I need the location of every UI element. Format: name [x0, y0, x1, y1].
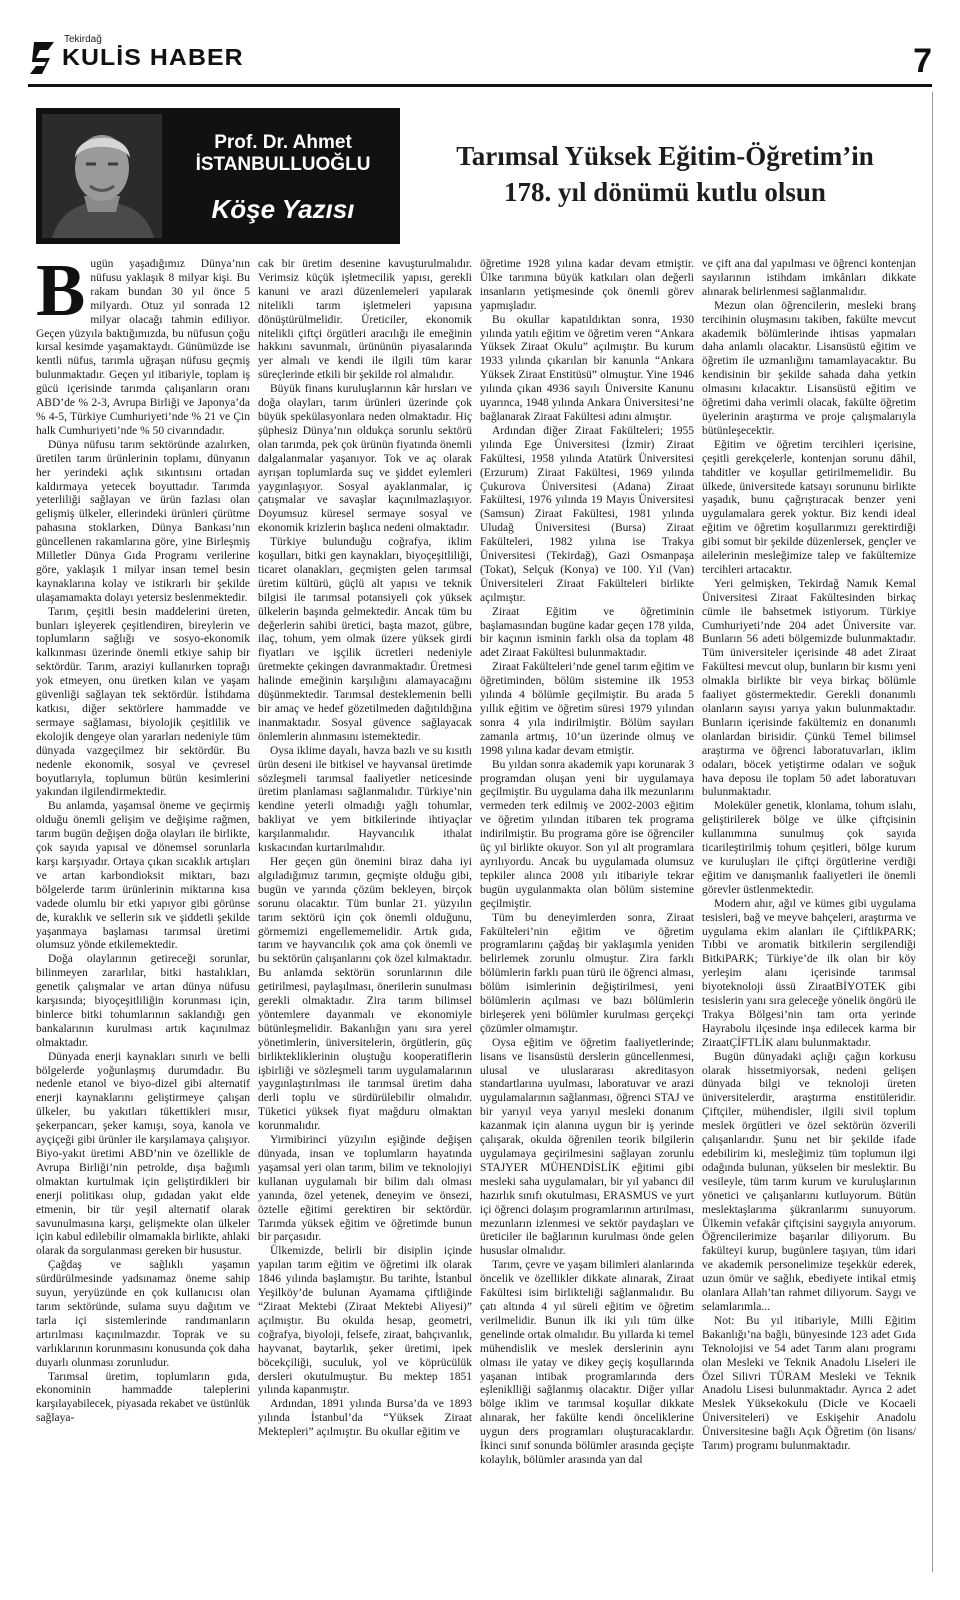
paragraph: Dünyada enerji kaynakları sınırlı ve belli bölgelerde yoğunlaşmış durumdadır. Bu nedenle etanol ve biyo-dizel gibi alternatif enerji kaynaklarını geliştirmeye çalışan ülkeler, bu yakıtları tükettikleri mısır, şekerpancarı, şeker kamışı, soya, kanola ve ayçiçeği gibi ürünler ile karşılamaya çalışıyor. Biyo-yakıt üretimi ABD’nin ve özellikle de Avrupa Birliği’nin petrolde, dışa bağımlı olmaktan kurtulmak için geliştirdikleri bir enerji politikası olup, gıdadan yakıt elde etmenin, bir tür yeşil alternatif olarak savunulmasına karşı, gelişmekte olan ülkeler için kabul edilebilir olmamakla birlikte, ahlaki olarak da sorgulanması gereken bir husustur.	[36, 1050, 250, 1258]
article-column-2	[258, 258, 472, 1558]
paragraph: Yeri gelmişken, Tekirdağ Namık Kemal Üniversitesi Ziraat Fakültesinden birkaç cümle ile bahsetmek istiyorum. Türkiye Cumhuriyeti’nde 204 adet Üniversite var. Bunların 56 adeti bölgemizde bulunmaktadır. Tüm üniversiteler içerisinde 48 adet Ziraat Fakültesi mevcut olup, bunların bir kısmı yeni olmakla birlikte bir veya birkaç bölümle faaliyet göstermektedir. Gerekli donanımlı olanların sayısı yarıya yakın bulunmaktadır. Bunların içerisinde fakültemiz en donanımlı olanlardan birisidir. Çünkü Temel bilimsel araştırma ve öğrenci laboratuvarları, iklim odaları, böcek yetiştirme odaları ve soğuk hava deposu ile toplam 50 adet laboratuvarı bulunmaktadır.	[702, 577, 916, 799]
paragraph: Modern ahır, ağıl ve kümes gibi uygulama tesisleri, bağ ve meyve bahçeleri, araştırma ve uygulama ekim alanları ile ÇiftlikPARK; Tıbbi ve aromatik bitkilerin sergilendiği BitkiPARK; Türkiye’de ilk olan bir köy yerleşim alanı içerisinde tarımsal biyoteknoloji üssü ZiraatBİYOTEK gibi tesislerin yanı sıra geleceğe yönelik öngörü ile Trakya Bölgesi’nin tam orta yerinde Hayrabolu ilçesinde inşa edilecek karma bir ZiraatÇİFTLİK alanı bulunmaktadır.	[702, 897, 916, 1049]
frame-rule	[932, 92, 933, 1572]
paragraph: Oysa eğitim ve öğretim faaliyetlerinde; lisans ve lisansüstü derslerin güncellenmesi, ulusal ve uluslararası akreditasyon standartlarına uyulması, laboratuvar ve arazi uygulamalarının sağlanması, öğrenci STAJ ve bir yarıyıl veya yarıyıl mesleki donanım kazanmak için alanına uygun bir iş yerinde çalışarak, okulda öğrenilen teorik bilgilerin uygulamaya geçirilmesini sağlayan zorunlu STAJYER MÜHENDİSLİK eğitimi gibi mesleki saha uygulamaları, bir yıl yabancı dil hazırlık sınıfı okutulması, ERASMUS ve yurt içi öğrenci dolaşım programlarının artırılması, mezunların izlenmesi ve sektör paydaşları ve üreticiler ile bağlarının kurulması önde gelen hususlar olmalıdır.	[480, 1036, 694, 1258]
paragraph: ve çift ana dal yapılması ve öğrenci kontenjan sayılarının istihdam imkânları dikkate alınarak belirlenmesi sağlanmalıdır.	[702, 258, 916, 298]
paragraph: Her geçen gün önemini biraz daha iyi algıladığımız tarımın, geçmişte olduğu gibi, bugün ve yarında çözüm bekleyen, birçok sorunu olacaktır. Tüm bunlar 21. yüzyılın tarım sektörü için çok önemli olduğunu, görmemizi engellememelidir. Artık gıda, tarım ve hayvancılık çok ama çok önemli ve bu sektörün çalışanlarını çok özel kılmaktadır. Bu anlamda sektörün sorunlarının dile getirilmesi, paylaşılması, önerilerin sunulması gerekli olmaktadır. Zira tarım bilimsel yöntemlere dayanmalı ve ekonomiyle bütünleşmelidir. Bakanlığın yanı sıra yerel yönetimlerin, üniversitelerin, örgütlerin, güç birliktekliklerinin oluştuğu kooperatiflerin işbirliği ve sözleşmeli tarım uygulamalarının yaygınlaştırılması ile tarımsal üretim daha derli toplu ve sürdürülebilir olmalıdır. Tüketici yüksek fiyat mağduru olmaktan korunmalıdır.	[258, 855, 472, 1133]
paragraph: Bu yıldan sonra akademik yapı korunarak 3 programdan oluşan yeni bir uygulamaya geçilmiştir. Bu uygulama daha ilk mezunlarını vermeden terk edilmiş ve 2002-2003 eğitim ve öğretim yılından itibaren tek programa indirilmiştir. Bu programa göre ise öğrenciler üç yıl birlikte okuyor. Son yıl alt programlara ayrılıyordu. Ancak bu uygulamada olumsuz tepkiler alınca 2008 yılı itibariyle tekrar bugün uygulanmakta olan bölüm sistemine geçilmiştir.	[480, 758, 694, 910]
paragraph: Ülkemizde, belirli bir disiplin içinde yapılan tarım eğitim ve öğretimi ilk olarak 1846 yılında başlamıştır. Bu tarihte, İstanbul Yeşilköy’de bulunan Ayamama çiftliğinde “Ziraat Mektebi (Ziraat Mektebi Aliyesi)” açılmıştır. Bu okulda hesap, geometri, coğrafya, biyoloji, felsefe, ziraat, bahçıvanlık, hayvanat, baytarlık, şeker üretimi, ipek böcekçiliği, suculuk, yol ve köprücülük dersleri okutulmuştur. Bu mektep 1851 yılında kapanmıştır.	[258, 1245, 472, 1397]
paragraph: Ardından diğer Ziraat Fakülteleri; 1955 yılında Ege Üniversitesi (İzmir) Ziraat Fakültesi, 1958 yılında Atatürk Üniversitesi (Erzurum) Ziraat Fakültesi, 1969 yılında Çukurova Üniversitesi (Adana) Ziraat Fakültesi, 1976 yılında 19 Mayıs Üniversitesi (Samsun) Ziraat Fakültesi, 1981 yılında Uludağ Üniversitesi (Bursa) Ziraat Fakülteleri, 1982 yılına ise Trakya Üniversitesi (Tekirdağ), Gazi Osmanpaşa (Tokat), Selçuk (Konya) ve 100. Yıl (Van) Üniversiteleri Ziraat Fakülteleri birlikte açılmıştır.	[480, 424, 694, 604]
masthead	[28, 16, 932, 86]
paragraph: Tarım, çevre ve yaşam bilimleri alanlarında öncelik ve özellikler dikkate alınarak, Ziraat Fakültesi isim birlikteliği sağlanmalıdır. Bu çatı altında 4 yıl süreli eğitim ve öğretim verilmelidir. Bunun ilk iki yılı tüm ülke genelinde ortak olmalıdır. Bu yıllarda ki temel mühendislik ve meslek derslerinin aynı olması ile yatay ve dikey geçiş koşullarında yaşanan intibak programlarında ders eşleniklliği sağlanmış olacaktır. Diğer yıllar bölge iklim ve tarımsal koşullar dikkate alınarak, her fakülte kendi önceliklerine uygun ders programları oluşturacaklardır. İkinci sınıf sonunda bölümler arasında geçişte kolaylık, bölümler arasında yan dal	[480, 1259, 694, 1466]
logo-city: Tekirdağ	[64, 34, 102, 45]
page-number: 7	[913, 42, 932, 80]
article-column-4	[702, 258, 916, 1558]
paragraph: öğretime 1928 yılına kadar devam etmiştir. Ülke tarımına büyük katkıları olan değerli insanların yetişmesinde çok önemli görev yapmışladır.	[480, 258, 694, 312]
paragraph: Mezun olan öğrencilerin, mesleki branş tercihinin oluşmasını takiben, fakülte mevcut akademik bölümlerinde ihtisas yapmaları daha anlamlı olacaktır. Lisansüstü eğitim ve öğretim ile uzmanlığını tamamlayacaktır. Bu kendisinin bir şekilde sahada daha yetkin olmasını kılacaktır. Lisansüstü eğitim ve öğretimi daha verimli olacak, fakülte öğretim üyelerinin araştırma ve proje çalışmalarıyla bütünleşecektir.	[702, 299, 916, 437]
column-title: Köşe Yazısı	[211, 194, 355, 224]
paragraph: Doğa olaylarının getireceği sorunlar, bilinmeyen zararlılar, bitki hastalıkları, genetik çalışmalar ve artan dünya nüfusu karşısında; biyoçeşitliliğin korunması için, binlerce bitki tohumlarının saklandığı gen bankalarının kurulması artık kaçınılmaz olmaktadır.	[36, 953, 250, 1049]
article-column-3	[480, 258, 694, 1558]
paragraph: Bugün dünyadaki açlığı çağın korkusu olarak hissetmiyorsak, nedeni gelişen dünyada bilgi ve teknoloji üreten üniversitelerdir, araştırma enstitüleridir. Çiftçiler, mühendisler, ilgili sivil toplum meslek örgütleri ve özel sektörün özverili çalışanlarıdır. Şunu net bir şekilde ifade edebilirim ki, mesleğimiz tüm toplumun ilgi odağında bulunan, yükselen bir meslektir. Bu vesileyle, tüm tarım kurum ve kuruluşlarının yönetici ve çalışanlarını kutluyorum. Bütün meslektaşlarıma şükranlarımı sunuyorum. Ülkemin vefakâr çiftçisini saygıyla anıyorum. Öğrencilerimize başarılar diliyorum. Bu fakülteyi kurup, bugünlere taşıyan, tüm idari ve akademik personelimize teşekkür ederek, uzun ömür ve sağlık, ebediyete intikal etmiş olanlara Allah’tan rahmet diliyorum. Saygı ve selamlarımla...	[702, 1050, 916, 1313]
paragraph: Bu okullar kapatıldıktan sonra, 1930 yılında yatılı eğitim ve öğretim veren “Ankara Yüksek Ziraat Okulu” açılmıştır. Bu kurum 1933 yılında çıkarılan bir kanunla “Ankara Yüksek Ziraat Enstitüsü” olmuştur. Yine 1946 yılında çıkan 4936 sayılı Üniversite Kanunu uyarınca, 1948 yılında Ankara Üniversitesi’ne bağlanarak Ziraat Fakültesi adını almıştır.	[480, 313, 694, 423]
paragraph: Ardından, 1891 yılında Bursa’da ve 1893 yılında İstanbul’da “Yüksek Ziraat Mektepleri” açılmıştır. Bu okullar eğitim ve	[258, 1398, 472, 1439]
paragraph: Tarım, çeşitli besin maddelerini üreten, bunları işleyerek çeşitlendiren, bireylerin ve toplumların sağlığı ve sosyo-ekonomik kalkınması üzerinde önemli etkiye sahip bir sektördür. Tarım, araziyi kullanırken toprağı yok etmeyen, onu üretken kılan ve yaşam güvenliği sağlayan tek sektördür. İstihdama katkısı, diğer sektörlere hammadde ve sermaye sağlaması, biyolojik çeşitlilik ve ekolojik dengeye olan yararları nedeniyle tüm dünyada vazgeçilmez bir sektördür. Bu nedenle ekonomik, sosyal ve çevresel boyutlarıyla, toplumun bütün kesimlerini yakından ilgilendirmektedir.	[36, 605, 250, 799]
headline-line2: 178. yıl dönümü kutlu olsun	[504, 177, 826, 207]
header-rule	[28, 84, 932, 87]
paragraph: Tüm bu deneyimlerden sonra, Ziraat Fakülteleri’nin eğitim ve öğretim programlarını çağdaş bir yaklaşımla yeniden belirlemek zorunlu olmuştur. Zira farklı bölümlerin farklı puan türü ile öğrenci alması, bölüm isimlerinin değiştirilmesi, yeni bölümlerin açılması ve bazı bölümlerin birleşerek yeni bölümler kurulması gerçekçi çözümler olmamıştır.	[480, 911, 694, 1035]
paragraph: cak bir üretim desenine kavuşturulmalıdır. Verimsiz küçük işletmecilik yapısı, gerekli kanuni ve arazi düzenlemeleri yapılarak nitelikli tarım işletmeleri yapısına dönüştürülmelidir. Üreticiler, ekonomik nitelikli çiftçi örgütleri aracılığı ile emeğinin hakkını savunmalı, ürününün piyasalarında yer almalı ve kendi ile ilgili tüm karar süreçlerinde etkili bir şekilde rol almalıdır.	[258, 258, 472, 382]
paragraph-text: ugün yaşadığımız Dünya’nın nüfusu yaklaşık 8 milyar kişi. Bu rakam bundan 30 yıl önce 5 milyardı. Otuz yıl sonrada 12 milyar olacağı tahmin ediliyor. Geçen yüzyıla baktığımızda, bu nüfusun çoğu kırsal kesimde yaşamaktaydı. Günümüzde ise kentli nüfus, tarımla uğraşan nüfusu geçmiş bulunmaktadır. Geçen yıl itibariyle, toplam iş gücü içerisinde tarımda çalışanların oranı ABD’de % 2-3, Avrupa Birliği ve Japonya’da % 4-5, Türkiye Cumhuriyeti’nde % 21 ve Çin halk Cumhuriyeti’nde % 50 civarındadır.	[36, 258, 250, 437]
author-box	[36, 108, 400, 244]
paragraph: Moleküler genetik, klonlama, tohum ıslahı, geliştirilerek bölge ve ülke çiftçisinin kullanımına sunulmuş çok sayıda ticarileştirilmiş tohum çeşitleri, bölge kurum ve kuruluşları ile çiftçi örgütlerine verdiği eğitim ve danışmanlık faaliyetleri ile önemli görevler üstlenmektedir.	[702, 800, 916, 896]
paragraph: Eğitim ve öğretim tercihleri içerisine, çeşitli gerekçelerle, kontenjan sorunu dâhil, tahditler ve koşullar getirilmemelidir. Bu ülkede, üniversitede katsayı sorununu birlikte yaşadık, bunu çağrıştıracak benzer yeni uygulamalara gerek yoktur. Biz kendi ideal eğitim ve öğretim koşullarımızı gerektirdiği gibi somut bir şekilde düzenlersek, gençler ve ailelerinin mesleğimize talep ve fakültemize tercihleri artacaktır.	[702, 438, 916, 576]
paragraph: Türkiye bulunduğu coğrafya, iklim koşulları, bitki gen kaynakları, biyoçeşitliliği, ticaret olanakları, geçmişten gelen tarımsal üretim kültürü, güçlü alt yapısı ve teknik bilgisi ile tarımsal potansiyeli çok yüksek ülkelerin başında gelmektedir. Ancak tüm bu değerlerin sahibi üretici, başta mazot, gübre, ilaç, tohum, yem olmak üzere yüksek girdi fiyatları ve işçilik ücretleri nedeniyle üretmekte çekingen davranmaktadır. Üretmesi halinde emeğinin karşılığını alamayacağını düşünmektedir. Tarımsal desteklemenin belli bir amaç ve hedef gözetilmeden dağıtıldığına inanmaktadır. Sosyal güvence sağlayacak önlemlerin alınmasını istemektedir.	[258, 536, 472, 743]
paragraph: Tarımsal üretim, toplumların gıda, ekonominin hammadde taleplerini karşılayabilecek, piyasada rekabet ve üstünlük sağlaya-	[36, 1370, 250, 1425]
paragraph: Dünya nüfusu tarım sektöründe azalırken, üretilen tarım ürünlerinin toplamı, dünyanın her yerindeki açlık sıkıntısını ortadan kaldırmaya yetecek boyuttadır. Tarımda yeterliliği sağlayan ve ürün fazlası olan gelişmiş ülkeler, ellerindeki ürünleri çürütme pahasına stoklarken, Dünya Bankası’nın güncellenen rakamlarına göre, yine Birleşmiş Milletler Dünya Gıda Programı verilerine göre, yaklaşık 1 milyar insan temel besin kaynaklarına kolay ve istikrarlı bir şekilde ulaşamamakta dolayı yetersiz beslenmektedir.	[36, 438, 250, 604]
paragraph	[36, 258, 250, 439]
paragraph: Yirmibirinci yüzyılın eşiğinde değişen dünyada, insan ve toplumların hayatında yaşamsal yeri olan tarım, bilim ve teknolojiyi kullanan uygulamalı bir bilim dalı olması yanında, özel yetenek, deneyim ve önsezi, öztelle eğitimi gerektiren bir sektördür. Tarımda yüksek eğitim ve öğretimde bunun bir parçasıdır.	[258, 1134, 472, 1244]
author-photo	[42, 114, 162, 238]
logo-mark-icon	[28, 38, 58, 78]
author-name-line1: Prof. Dr. Ahmet	[214, 132, 352, 153]
headline-line1: Tarımsal Yüksek Eğitim-Öğretim’in	[456, 141, 874, 171]
article-column-1	[36, 258, 250, 1558]
article-headline	[420, 138, 910, 210]
paragraph: Oysa iklime dayalı, havza bazlı ve su kısıtlı ürün deseni ile bitkisel ve hayvansal üretimde sözleşmeli tarımsal faaliyetler neticesinde üretim planlaması sağlanmalıdır. Türkiye’nin kendine yeterli olmadığı yağlı tohumlar, bakliyat ve yem bitkilerinde ihtiyaçlar karşılanmalıdır. Hayvancılık ithalat kıskacından kurtarılmalıdır.	[258, 744, 472, 855]
drop-cap: B	[36, 258, 86, 332]
paragraph: Ziraat Fakülteleri’nde genel tarım eğitim ve öğretiminden, bölüm sistemine ilk 1953 yılında 4 bölümle geçilmiştir. Bu arada 5 yıllık eğitim ve öğretim süresi 1979 yılından sonra 4 yıla indirilmiştir. Bölüm sayıları zamanla artmış, 10’un üzerinde olmuş ve 1998 yılına kadar devam etmiştir.	[480, 661, 694, 757]
paragraph: Bu anlamda, yaşamsal öneme ve geçirmiş olduğu önemli gelişim ve değişime rağmen, tarım bugün değişen doğa olayları ile birlikte, çok sayıda yapısal ve dönemsel sorunlarla karşı karşıyadır. Ortaya çıkan sıcaklık artışları ve artan karbondioksit miktarı, bazı bölgelerde tarım ürünlerinin miktarına kısa vadede olumlu bir etki yapıyor gibi görünse de, kuraklık ve sellerin sık ve şiddetli şekilde yaşanmaya başlaması tarımsal üretimi olumsuz yönde etkilemektedir.	[36, 800, 250, 952]
author-name	[178, 132, 388, 176]
paragraph: Ziraat Eğitim ve öğretiminin başlamasından bugüne kadar geçen 178 yılda, bir kaçının isminin farklı olsa da toplam 48 adet Ziraat Fakültesi bulunmaktadır.	[480, 605, 694, 660]
paragraph: Çağdaş ve sağlıklı yaşamın sürdürülmesinde yadsınamaz öneme sahip suyun, yeryüzünde en çok kullanıcısı olan tarım sektöründe, sulama suyu dağıtım ve tarla içi sistemlerinde randımanların artırılması kaçınılmazdır. Toprak ve su varlıklarının korunmasını konusunda çok daha duyarlı olunması zorunludur.	[36, 1259, 250, 1369]
paragraph: Not: Bu yıl itibariyle, Milli Eğitim Bakanlığı’na bağlı, bünyesinde 123 adet Gıda Teknolojisi ve 54 adet Tarım alanı programı olan Mesleki ve Teknik Anadolu Liseleri ile Özel Silivri TÜRAM Mesleki ve Teknik Anadolu Lisesi bulunmaktadır. Ayrıca 2 adet Meslek Yüksekokulu (Dicle ve Kocaeli Üniversiteleri) ve Eskişehir Anadolu Üniversitesine bağlı Açık Öğretim (ön lisans/ Tarım) programı bulunmaktadır.	[702, 1314, 916, 1453]
author-portrait-image	[42, 114, 162, 238]
paragraph: Büyük finans kuruluşlarının kâr hırsları ve doğa olayları, tarım ürünleri üzerinde çok büyük spekülasyonlara neden olmaktadır. Hiç şüphesiz Dünya’nın oldukça sorunlu sektörü olan tarımda, pek çok ürünün fiyatında önemli dalgalanmalar yaşanıyor. Tok ve aç olarak ayrışan toplumlarda suç ve şiddet eylemleri yaygınlaşıyor. Sosyal ayaklanmalar, iç çatışmalar ve savaşlar kaçınılmazlaşıyor. Doyumsuz küresel sermaye sosyal ve ekonomik krizlerin başlıca nedeni olmaktadır.	[258, 383, 472, 535]
logo-name: KULİS HABER	[62, 44, 244, 70]
author-name-line2: İSTANBULLUOĞLU	[195, 154, 371, 175]
